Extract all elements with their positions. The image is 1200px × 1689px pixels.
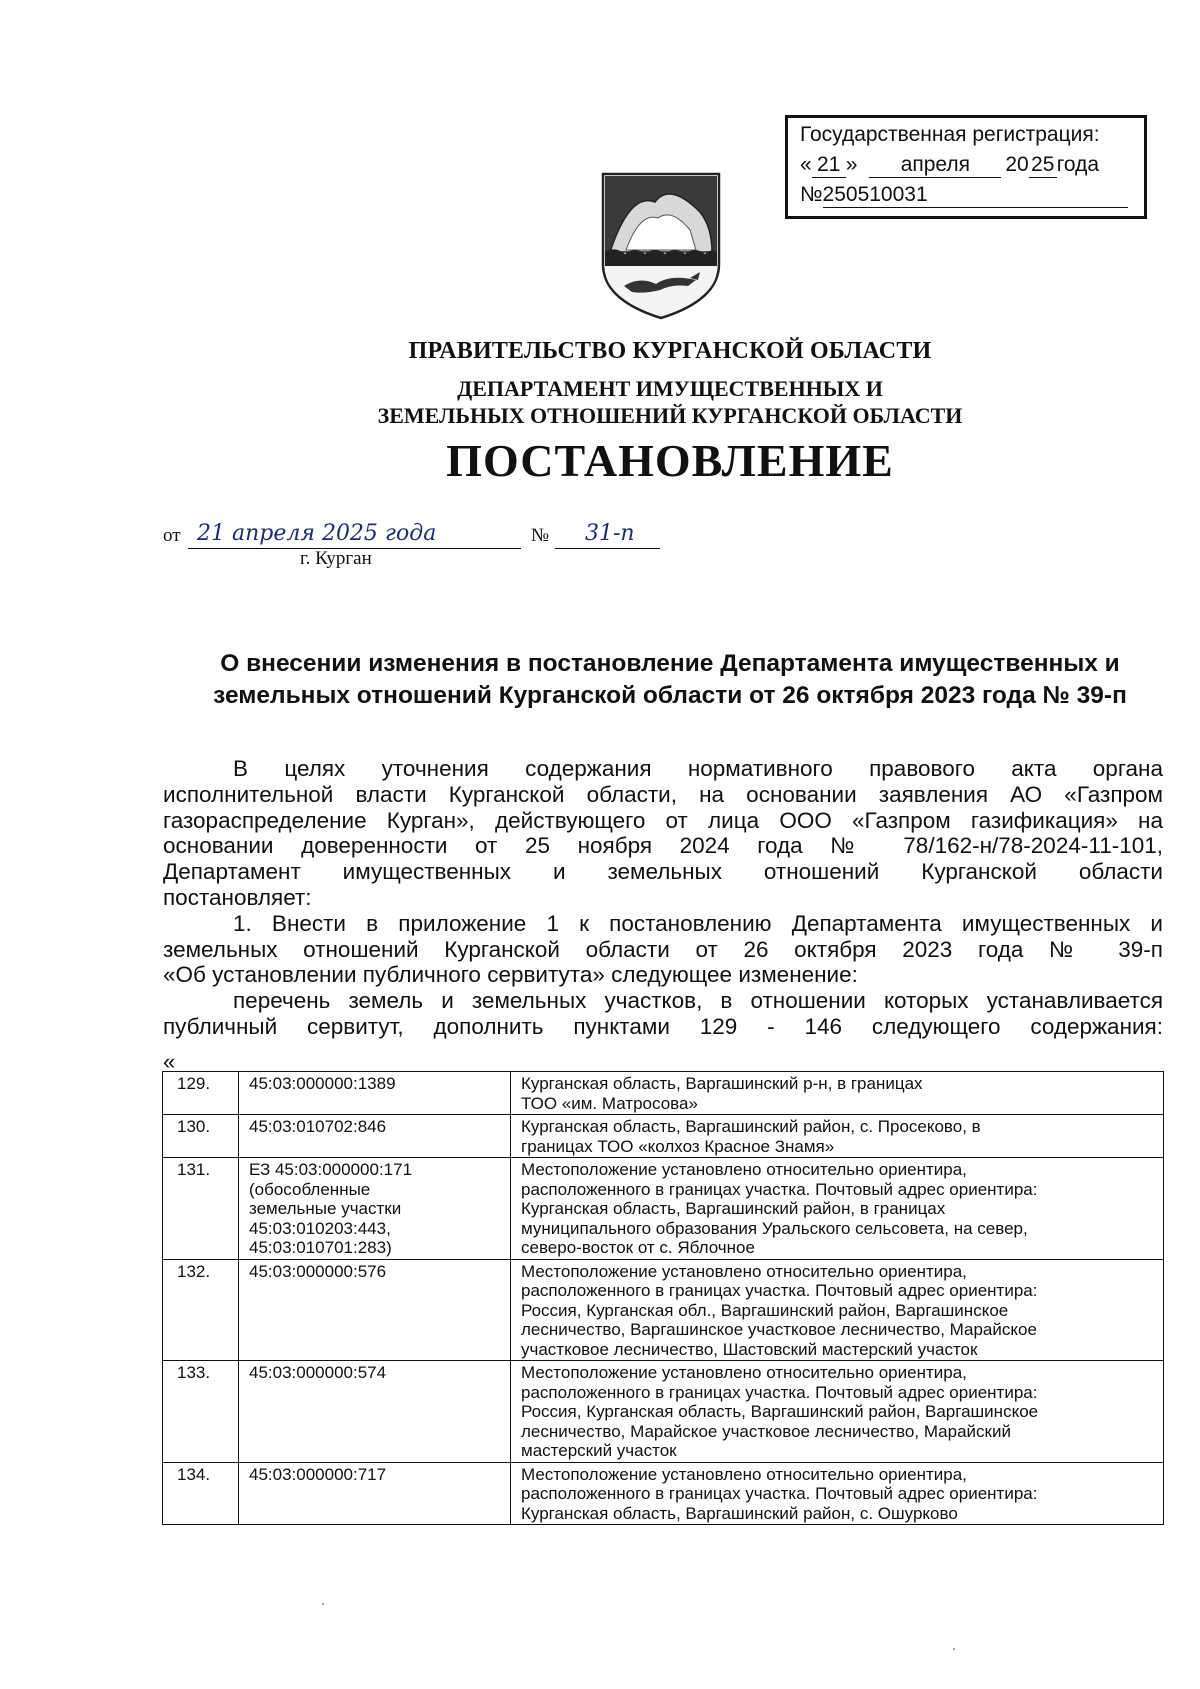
- location-line: Курганская область, Варгашинский район, в границах: [521, 1199, 946, 1218]
- location-line: Местоположение установлено относительно ориентира,: [521, 1160, 967, 1179]
- location-line: мастерский участок: [521, 1441, 677, 1460]
- scan-speck: [322, 1603, 324, 1605]
- location-line: северо-восток от с. Яблочное: [521, 1238, 755, 1257]
- location-line: Курганская область, Варгашинский район, с. Ошурково: [521, 1503, 958, 1523]
- location-line: участковое лесничество, Шастовский мастерский участок: [521, 1339, 978, 1359]
- table-row: [163, 1361, 1164, 1463]
- location-line: границах ТОО «колхоз Красное Знамя»: [521, 1136, 835, 1156]
- date-number-line: [163, 521, 683, 551]
- cadastral-line: 45:03:000000:574: [249, 1363, 387, 1382]
- plot-location: [511, 1361, 1164, 1463]
- stamp-year-suffix: 25: [1029, 153, 1057, 178]
- cadastral-number: [239, 1072, 511, 1115]
- cadastral-line: земельные участки: [249, 1199, 402, 1218]
- row-number: 130.: [163, 1115, 239, 1158]
- location-line: расположенного в границах участка. Почтовый адрес ориентира:: [521, 1484, 1038, 1503]
- stamp-date-row: [800, 150, 1134, 180]
- stamp-open-quote: «: [800, 153, 812, 176]
- stamp-day: 21: [812, 153, 846, 178]
- location-line: расположенного в границах участка. Почтовый адрес ориентира:: [521, 1281, 1038, 1300]
- location-line: Курганская область, Варгашинский район, с. Просеково, в: [521, 1117, 981, 1136]
- location-line: Местоположение установлено относительно ориентира,: [521, 1261, 967, 1281]
- government-name: ПРАВИТЕЛЬСТВО КУРГАНСКОЙ ОБЛАСТИ: [408, 338, 932, 364]
- stamp-month: апреля: [869, 153, 1001, 178]
- handwritten-date: 21 апреля 2025 года: [197, 521, 437, 546]
- cadastral-number: [239, 1115, 511, 1158]
- title-line-2: земельных отношений Курганской области от 26 октября 2023 года № 39-п: [213, 682, 1127, 709]
- body-line: постановляет:: [163, 884, 312, 910]
- stamp-close-quote: »: [845, 153, 858, 176]
- row-number: 132.: [163, 1259, 239, 1361]
- cadastral-line: 45:03:010701:283): [249, 1238, 392, 1257]
- location-line: ТОО «им. Матросова»: [521, 1093, 698, 1113]
- row-number: 129.: [163, 1072, 239, 1115]
- scan-speck: [953, 1648, 955, 1650]
- city-name: г. Курган: [300, 548, 372, 569]
- cadastral-line: 45:03:000000:717: [249, 1464, 387, 1484]
- body-line: земельных отношений Курганской области от 26 октября 2023 года № 39-п: [163, 936, 1163, 962]
- stamp-number-row: [800, 180, 1134, 210]
- number-label: №: [531, 525, 550, 546]
- plot-location: [511, 1115, 1164, 1158]
- plot-location: [511, 1462, 1164, 1525]
- department-name: [0, 375, 1200, 429]
- stamp-number: 250510031: [823, 183, 1128, 208]
- location-line: расположенного в границах участка. Почтовый адрес ориентира:: [521, 1179, 1038, 1199]
- coat-of-arms-icon: [600, 172, 722, 320]
- body-line: Департамент имущественных и земельных отношений Курганской области: [163, 859, 1163, 885]
- stamp-title: Государственная регистрация:: [800, 123, 1100, 146]
- cadastral-line: 45:03:010702:846: [249, 1117, 387, 1136]
- location-line: Местоположение установлено относительно ориентира,: [521, 1363, 967, 1382]
- body-line: 1. Внести в приложение 1 к постановлению Департамента имущественных и: [233, 910, 1163, 936]
- location-line: лесничество, Варгашинское участковое лесничество, Марайское: [521, 1320, 1037, 1339]
- body-line: «Об установлении публичного сервитута» следующее изменение:: [163, 962, 858, 988]
- number-underline: [555, 548, 660, 549]
- row-number: 133.: [163, 1361, 239, 1463]
- document-type: ПОСТАНОВЛЕНИЕ: [446, 435, 894, 486]
- plot-location: [511, 1158, 1164, 1260]
- handwritten-number: 31-п: [585, 521, 635, 546]
- land-plots-table-body: [163, 1072, 1164, 1525]
- opening-quote: «: [163, 1049, 176, 1074]
- department-line-1: ДЕПАРТАМЕНТ ИМУЩЕСТВЕННЫХ И: [457, 376, 883, 401]
- table-row: [163, 1158, 1164, 1260]
- body-line: публичный сервитут, дополнить пунктами 129 - 146 следующего содержания:: [163, 1013, 1163, 1039]
- body-line: исполнительной власти Курганской области, на основании заявления АО «Газпром: [163, 781, 1163, 807]
- cadastral-line: 45:03:000000:1389: [249, 1074, 396, 1093]
- location-line: Россия, Курганская область, Варгашинский район, Варгашинское: [521, 1402, 1039, 1421]
- plot-location: [511, 1259, 1164, 1361]
- date-from-label: от: [163, 525, 181, 546]
- table-row: [163, 1115, 1164, 1158]
- cadastral-line: (обособленные: [249, 1179, 371, 1199]
- document-body: [163, 756, 1163, 1040]
- stamp-year-prefix: 20: [1005, 153, 1029, 176]
- body-line: В целях уточнения содержания нормативного правового акта органа: [233, 756, 1163, 781]
- stamp-number-label: №: [800, 183, 823, 206]
- row-number: 134.: [163, 1462, 239, 1525]
- location-line: лесничество, Марайское участковое лесничество, Марайский: [521, 1421, 1011, 1441]
- title-line-1: О внесении изменения в постановление Департамента имущественных и: [220, 650, 1120, 677]
- plot-location: [511, 1072, 1164, 1115]
- location-line: Россия, Курганская обл., Варгашинский район, Варгашинское: [521, 1300, 1009, 1320]
- cadastral-line: 45:03:000000:576: [249, 1261, 387, 1281]
- location-line: муниципального образования Уральского сельсовета, на север,: [521, 1218, 1028, 1238]
- location-line: расположенного в границах участка. Почтовый адрес ориентира:: [521, 1382, 1038, 1402]
- stamp-year-word: года: [1056, 153, 1100, 176]
- cadastral-number: [239, 1259, 511, 1361]
- table-row: [163, 1072, 1164, 1115]
- body-line: основании доверенности от 25 ноября 2024 года № 78/162-н/78-2024-11-101,: [163, 833, 1163, 859]
- registration-stamp: [785, 115, 1147, 219]
- cadastral-number: [239, 1361, 511, 1463]
- location-line: Местоположение установлено относительно ориентира,: [521, 1464, 967, 1484]
- cadastral-line: ЕЗ 45:03:000000:171: [249, 1160, 413, 1179]
- location-line: Курганская область, Варгашинский р-н, в границах: [521, 1074, 923, 1093]
- table-row: [163, 1259, 1164, 1361]
- cadastral-number: [239, 1158, 511, 1260]
- department-line-2: ЗЕМЕЛЬНЫХ ОТНОШЕНИЙ КУРГАНСКОЙ ОБЛАСТИ: [377, 403, 963, 428]
- row-number: 131.: [163, 1158, 239, 1260]
- cadastral-number: [239, 1462, 511, 1525]
- table-row: [163, 1462, 1164, 1525]
- cadastral-line: 45:03:010203:443,: [249, 1218, 391, 1238]
- land-plots-table: [162, 1071, 1164, 1525]
- body-line: газораспределение Курган», действующего от лица ООО «Газпром газификация» на: [163, 807, 1163, 833]
- body-line: перечень земель и земельных участков, в отношении которых устанавливается: [233, 988, 1163, 1014]
- document-title: [130, 648, 1200, 712]
